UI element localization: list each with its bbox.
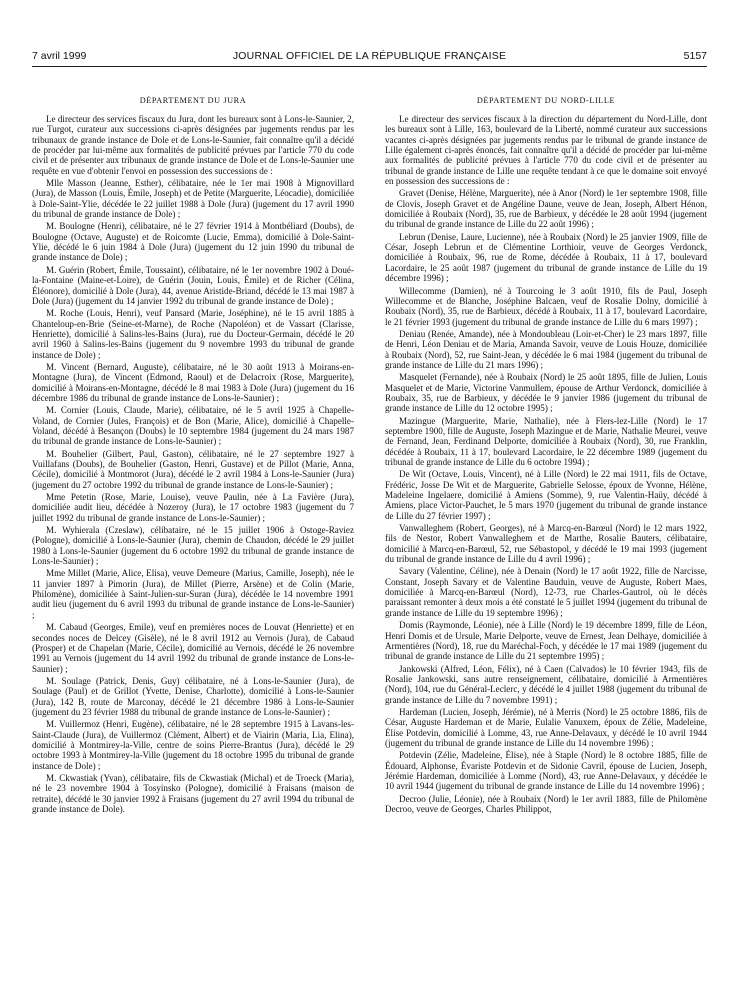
- journal-title: JOURNAL OFFICIEL DE LA RÉPUBLIQUE FRANÇAISE: [232, 50, 507, 62]
- succession-entry: De Wit (Octave, Louis, Vincent), né à Lille (Nord) le 22 mai 1911, fils de Octave, Frédéric, Josse De Wit et de Marguerite, Gabrielle Selosse, époux de Yvonne, Hélène, Madeleine Ingelaere, domicilié à Amiens (Somme), 9, rue Valentin-Haüy, décédé à Amiens, place Victor-Pauchet, le 5 mars 1970 (jugement du tribunal de grande instance de Lille du 27 février 1997) ;: [385, 469, 707, 521]
- succession-entry: Vanwalleghem (Robert, Georges), né à Marcq-en-Barœul (Nord) le 12 mars 1922, fils de Nestor, Robert Vanwalleghem et de Marthe, Rosalie Bauters, célibataire, domicilié à Marcq-en-Barœul, 52, rue Sébastopol, y décédé le 19 mai 1993 (jugement du tribunal de grande instance de Lille du 4 avril 1996) ;: [385, 523, 707, 565]
- succession-entry: Potdevin (Zélie, Madeleine, Élise), née à Staple (Nord) le 8 octobre 1885, fille de Édouard, Alphonse, Évariste Potdevin et de Sidonie Cavril, épouse de Lucien, Joseph, Jérémie Hardeman, domiciliée à Lomme (Nord), 43, rue Anne-Delavaux, y décédée le 10 avril 1944 (jugement du tribunal de grande instance de Lille du 14 novembre 1996) ;: [385, 750, 707, 792]
- succession-entry: M. Vincent (Bernard, Auguste), célibataire, né le 30 août 1913 à Moirans-en-Montagne (Jura), de Vincent (Edmond, Raoul) et de Delacroix (Rose, Marguerite), domicilié à Moirans-en-Montagne, décédé le 8 mai 1983 à Dole (Jura) (jugement du 16 décembre 1986 du tribunal de grande instance de Lons-le-Saunier) ;: [32, 361, 354, 403]
- page-header: [32, 50, 707, 66]
- succession-entry: Hardeman (Lucien, Joseph, Jérémie), né à Merris (Nord) le 25 octobre 1886, fils de César, Auguste Hardeman et de Marie, Eulalie Vanuxem, époux de Zélie, Madeleine, Élise Potdevin, domicilié à Lomme, 43, rue Anne-Delavaux, y décédé le 10 avril 1944 (jugement du tribunal de grande instance de Lille du 14 novembre 1996) ;: [385, 706, 707, 748]
- succession-entry: Savary (Valentine, Céline), née à Denain (Nord) le 17 août 1922, fille de Narcisse, Constant, Joseph Savary et de Valentine Bauduin, veuve de Auguste, Robert Maes, domiciliée à Marcq-en-Barœul (Nord), 12-73, rue Charles-Gautrol, où le décès paraissant remonter à deux mois a été constaté le 5 juillet 1994 (jugement du tribunal de grande instance de Lille du 19 septembre 1996) ;: [385, 566, 707, 618]
- succession-entry: M. Cornier (Louis, Claude, Marie), célibataire, né le 5 avril 1925 à Chapelle-Voland, de Cornier (Jules, François) et de Bon (Marie, Alice), domicilié à Chapelle-Voland, décédé à Besançon (Doubs) le 10 septembre 1984 (jugement du 24 mars 1987 du tribunal de grande instance de Lons-le-Saunier) ;: [32, 405, 354, 447]
- succession-entry: Lebrun (Denise, Laure, Lucienne), née à Roubaix (Nord) le 25 janvier 1909, fille de César, Joseph Lebrun et de Clémentine Lorthioir, veuve de Georges Verdonck, domiciliée à Roubaix, 96, rue de Rome, décédée à Roubaix, 11 à 17, boulevard Lacordaire, le 25 août 1987 (jugement du tribunal de grande instance de Lille du 19 décembre 1996) ;: [385, 231, 707, 284]
- succession-entry: M. Boulogne (Henri), célibataire, né le 27 février 1914 à Montbéliard (Doubs), de Boulogne (Octave, Auguste) et de Roicomte (Lucie, Emma), domicilié à Dole-Saint-Ylie, décédé le 6 juin 1984 à Dole (Jura) (jugement du 12 juin 1990 du tribunal de grande instance de Dole) ;: [32, 221, 354, 263]
- intro-paragraph: Le directeur des services fiscaux à la direction du département du Nord-Lille, dont les bureaux sont à Lille, 163, boulevard de la Liberté, nommé curateur aux successions vacantes ci-après désignées par jugements rendus par le tribunal de grande instance de Lille également ci-après énoncés, fait connaître qu'il a décidé de procéder par lui-même aux formalités de publicité prévues à l'article 770 du code civil et de présenter au tribunal de grande instance de Lille une requête tendant à ce que le domaine soit envoyé en possession des successions de :: [385, 114, 707, 187]
- section-heading-jura: DÉPARTEMENT DU JURA: [139, 96, 247, 105]
- succession-entry: Gravet (Denise, Hélène, Marguerite), née à Anor (Nord) le 1er septembre 1908, fille de Clovis, Joseph Gravet et de Angéline Daune, veuve de Jean, Joseph, Albert Hénon, domiciliée à Roubaix (Nord), 35, rue de Barbieux, y décédée le 28 août 1994 (jugement du tribunal de grande instance de Lille du 22 août 1996) ;: [385, 188, 707, 230]
- succession-entry: Mlle Masson (Jeanne, Esther), célibataire, née le 1er mai 1908 à Mignovillard (Jura), de Masson (Louis, Émile, Joseph) et de Petite (Marguerite, Léocadie), domiciliée à Dole-Saint-Ylie, décédée le 22 juillet 1988 à Dole (Jura) (jugement du 17 avril 1990 du tribunal de grande instance de Dole) ;: [32, 178, 354, 220]
- intro-paragraph: Le directeur des services fiscaux du Jura, dont les bureaux sont à Lons-le-Saunier, 2, rue Turgot, curateur aux successions ci-après désignées par jugements rendus par les tribunaux de grande instance de Dole et de Lons-le-Saunier, fait connaître qu'il a décidé de procéder par lui-même aux formalités de publicité prévues par l'article 770 du code civil et de présenter aux tribunaux de grande instance de Dole et de Lons-le-Saunier une requête en vue d'obtenir l'envoi en possession des successions de :: [32, 114, 354, 176]
- succession-entry: Masquelet (Fernande), née à Roubaix (Nord) le 25 août 1895, fille de Julien, Louis Masquelet et de Marie, Victorine Vanmullem, épouse de Arthur Verdonck, domiciliée à Roubaix, 35, rue de Barbieux, y décédée le 9 janvier 1986 (jugement du tribunal de grande instance de Lille du 12 octobre 1995) ;: [385, 372, 707, 414]
- succession-entry: Mme Petetin (Rose, Marie, Louise), veuve Paulin, née à La Favière (Jura), domiciliée audit lieu, décédée à Nozeroy (Jura), le 17 octobre 1983 (jugement du 7 juillet 1992 du tribunal de grande instance de Lons-le-Saunier) ;: [32, 492, 354, 523]
- succession-entry: Deniau (Renée, Amande), née à Mondoubleau (Loir-et-Cher) le 23 mars 1897, fille de Henri, Léon Deniau et de Maria, Amanda Savoir, veuve de Louis Houze, domiciliée à Roubaix (Nord), 52, rue Saint-Jean, y décédée le 6 mai 1984 (jugement du tribunal de grande instance de Lille du 21 mars 1996) ;: [385, 328, 707, 370]
- section-heading-nord-lille: DÉPARTEMENT DU NORD-LILLE: [476, 96, 616, 105]
- succession-entry: M. Guérin (Robert, Émile, Toussaint), célibataire, né le 1er novembre 1902 à Doué-la-Fontaine (Maine-et-Loire), de Guérin (Jouin, Louis, Émile) et de Richer (Célina, Éléonore), domicilié à Dole (Jura), 44, avenue Aristide-Briand, décédé le 13 mai 1987 à Dole (Jura) (jugement du 14 janvier 1992 du tribunal de grande instance de Dole) ;: [32, 264, 354, 306]
- succession-entry: Decroo (Julie, Léonie), née à Roubaix (Nord) le 1er avril 1883, fille de Philomène Decroo, veuve de Georges, Charles Philippot,: [385, 793, 707, 814]
- page-number: 5157: [683, 50, 707, 62]
- succession-entry: Mme Millet (Marie, Alice, Elisa), veuve Demeure (Marius, Camille, Joseph), née le 11 janvier 1897 à Pimorin (Jura), de Millet (Pierre, Arsène) et de Colin (Marie, Philomène), domiciliée à Saint-Julien-sur-Suran (Jura), décédée le 14 novembre 1991 audit lieu (jugement du 6 avril 1993 du tribunal de grande instance de Lons-le-Saunier) ;: [32, 568, 354, 620]
- succession-entry: M. Ckwastiak (Yvan), célibataire, fils de Ckwastiak (Michal) et de Troeck (Maria), né le 23 novembre 1904 à Tosyinsko (Pologne), domicilié à Fraisans (maison de retraite), décédé le 30 janvier 1992 à Fraisans (jugement du 27 avril 1994 du tribunal de grande instance de Dole).: [32, 772, 354, 814]
- succession-entry: M. Wyhierala (Czeslaw), célibataire, né le 15 juillet 1906 à Ostoge-Raviez (Pologne), domicilié à Lons-le-Saunier (Jura), chemin de Chaudon, décédé le 29 juillet 1980 à Lons-le-Saunier (jugement du 6 octobre 1992 du tribunal de grande instance de Lons-le-Saunier) ;: [32, 525, 354, 567]
- succession-entry: M. Vuillermoz (Henri, Eugène), célibataire, né le 28 septembre 1915 à Lavans-les-Saint-Claude (Jura), de Vuillermoz (Clément, Albert) et de Viairin (Maria, Lia, Elina), domicilié à Montmirey-la-Ville, centre de soins Pierre-Brantus (Jura), décédé le 29 octobre 1993 à Montmirey-la-Ville (jugement du 18 octobre 1995 du tribunal de grande instance de Dole) ;: [32, 719, 354, 771]
- succession-entry: Jankowski (Alfred, Léon, Félix), né à Caen (Calvados) le 10 février 1943, fils de Rosalie Jankowski, sans autre renseignement, célibataire, domicilié à Armentières (Nord), 104, rue du Général-Leclerc, y décédé le 4 juillet 1988 (jugement du tribunal de grande instance de Lille du 7 novembre 1991) ;: [385, 663, 707, 705]
- succession-entry: M. Roche (Louis, Henri), veuf Pansard (Marie, Joséphine), né le 15 avril 1885 à Chanteloup-en-Brie (Seine-et-Marne), de Roche (Napoléon) et de Vassart (Clarisse, Henriette), domicilié à Salins-les-Bains (Jura), rue du Docteur-Germain, décédé le 20 avril 1960 à Salins-les-Bains (jugement du 9 novembre 1993 du tribunal de grande instance de Dole) ;: [32, 308, 354, 360]
- succession-entry: M. Bouhelier (Gilbert, Paul, Gaston), célibataire, né le 27 septembre 1927 à Vuillafans (Doubs), de Bouhelier (Gaston, Henri, Gustave) et de Pillot (Marie, Anna, Cécile), domicilié à Montmorot (Jura), décédé le 2 avril 1984 à Lons-le-Saunier (Jura) (jugement du 27 octobre 1992 du tribunal de grande instance de Lons-le-Saunier) ;: [32, 448, 354, 490]
- right-column: [385, 96, 707, 980]
- succession-entry: Domis (Raymonde, Léonie), née à Lille (Nord) le 19 décembre 1899, fille de Léon, Henri Domis et de Ursule, Marie Delporte, veuve de Ernest, Jean Delhaye, domiciliée à Armentières (Nord), 18, rue du Maréchal-Foch, y décédée le 17 mai 1989 (jugement du tribunal de grande instance de Lille du 21 septembre 1995) ;: [385, 620, 707, 662]
- header-rule: [32, 66, 707, 67]
- succession-entry: M. Cabaud (Georges, Emile), veuf en premières noces de Louvat (Henriette) et en secondes noces de Delcey (Gisèle), né le 8 avril 1912 au Vernois (Jura), de Cabaud (Prosper) et de Chapelan (Marie, Cécile), domicilié au Vernois, décédé le 26 novembre 1991 au Vernois (jugement du 14 avril 1992 du tribunal de grande instance de Lons-le-Saunier) ;: [32, 622, 354, 674]
- issue-date: 7 avril 1999: [32, 50, 87, 62]
- succession-entry: Willecomme (Damien), né à Tourcoing le 3 août 1910, fils de Paul, Joseph Willecomme et de Blanche, Joséphine Balcaen, veuf de Rosalie Dolny, domicilié à Roubaix (Nord), 35, rue de Barbieux, décédé à Roubaix, 11 à 17, boulevard Lacordaire, le 21 février 1993 (jugement du tribunal de grande instance de Lille du 6 mars 1997) ;: [385, 285, 707, 327]
- succession-entry: M. Soulage (Patrick, Denis, Guy) célibataire, né à Lons-le-Saunier (Jura), de Soulage (Paul) et de Grillot (Yvette, Denise, Charlotte), domicilié à Lons-le-Saunier (Jura), 142 B, route de Marconay, décédé le 21 décembre 1986 à Lons-le-Saunier (jugement du 23 février 1988 du tribunal de grande instance de Lons-le-Saunier) ;: [32, 675, 354, 717]
- left-column: [32, 96, 354, 980]
- succession-entry: Mazingue (Marguerite, Marie, Nathalie), née à Flers-lez-Lille (Nord) le 17 septembre 1900, fille de Auguste, Joseph Mazingue et de Marie, Nathalie Meurei, veuve de Fernand, Jean, Ferdinand Delporte, domiciliée à Roubaix (Nord), 30, rue Franklin, décédée à Roubaix, 11 à 17, boulevard Lacordaire, le 22 décembre 1989 (jugement du tribunal de grande instance de Lille du 6 octobre 1994) ;: [385, 415, 707, 467]
